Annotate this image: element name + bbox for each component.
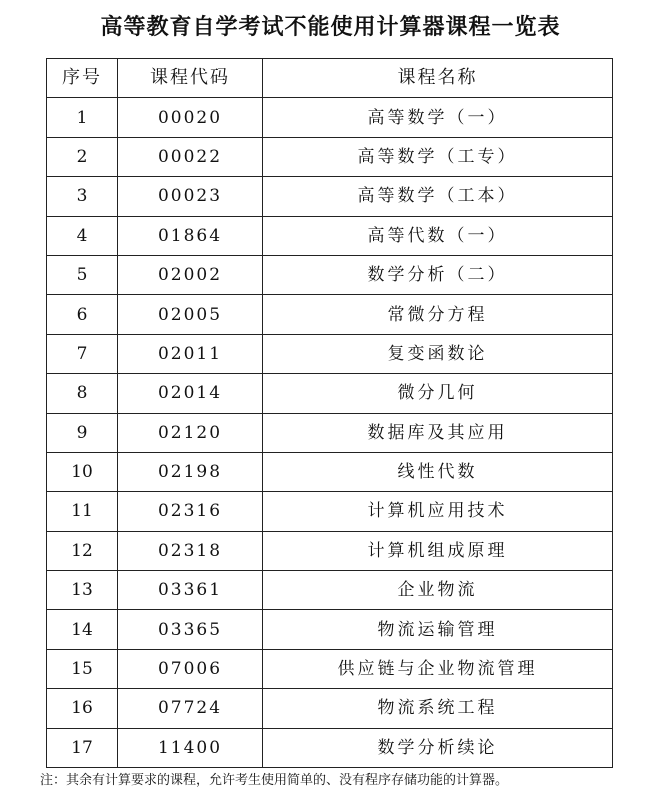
course-table — [46, 58, 613, 768]
table-row — [47, 177, 613, 216]
course-code: 02014 — [118, 374, 263, 413]
table-row — [47, 98, 613, 137]
page-title: 高等教育自学考试不能使用计算器课程一览表 — [100, 15, 561, 40]
course-name: 企业物流 — [263, 571, 613, 610]
course-name: 物流系统工程 — [263, 689, 613, 728]
course-name: 微分几何 — [263, 374, 613, 413]
course-name: 计算机应用技术 — [263, 492, 613, 531]
table-row — [47, 374, 613, 413]
course-code: 02318 — [118, 531, 263, 570]
table-row — [47, 334, 613, 373]
course-code: 03361 — [118, 571, 263, 610]
course-code: 07724 — [118, 689, 263, 728]
row-index: 10 — [47, 452, 118, 491]
course-code: 02120 — [118, 413, 263, 452]
course-code: 03365 — [118, 610, 263, 649]
course-code: 02011 — [118, 334, 263, 373]
row-index: 3 — [47, 177, 118, 216]
row-index: 2 — [47, 137, 118, 176]
row-index: 5 — [47, 255, 118, 294]
course-name: 常微分方程 — [263, 295, 613, 334]
table-row — [47, 649, 613, 688]
course-code: 02316 — [118, 492, 263, 531]
row-index: 17 — [47, 728, 118, 767]
course-name: 数据库及其应用 — [263, 413, 613, 452]
table-row — [47, 137, 613, 176]
table-row — [47, 610, 613, 649]
column-header-index: 序号 — [47, 59, 118, 98]
table-row — [47, 216, 613, 255]
course-code: 11400 — [118, 728, 263, 767]
course-name: 数学分析（二） — [263, 255, 613, 294]
course-name: 数学分析续论 — [263, 728, 613, 767]
course-code: 00020 — [118, 98, 263, 137]
course-code: 01864 — [118, 216, 263, 255]
course-code: 02198 — [118, 452, 263, 491]
footnote: 注：其余有计算要求的课程，允许考生使用简单的、没有程序存储功能的计算器。 — [40, 773, 509, 788]
course-code: 00023 — [118, 177, 263, 216]
row-index: 11 — [47, 492, 118, 531]
column-header-name: 课程名称 — [263, 59, 613, 98]
row-index: 13 — [47, 571, 118, 610]
row-index: 12 — [47, 531, 118, 570]
table-row — [47, 571, 613, 610]
table-row — [47, 531, 613, 570]
row-index: 15 — [47, 649, 118, 688]
course-code: 02002 — [118, 255, 263, 294]
course-name: 物流运输管理 — [263, 610, 613, 649]
row-index: 7 — [47, 334, 118, 373]
column-header-code: 课程代码 — [118, 59, 263, 98]
course-name: 线性代数 — [263, 452, 613, 491]
table-row — [47, 728, 613, 767]
row-index: 6 — [47, 295, 118, 334]
row-index: 14 — [47, 610, 118, 649]
course-name: 复变函数论 — [263, 334, 613, 373]
table-row — [47, 295, 613, 334]
table-row — [47, 255, 613, 294]
course-name: 计算机组成原理 — [263, 531, 613, 570]
table-row — [47, 492, 613, 531]
course-code: 02005 — [118, 295, 263, 334]
table-row — [47, 413, 613, 452]
course-name: 高等代数（一） — [263, 216, 613, 255]
table-row — [47, 452, 613, 491]
course-name: 高等数学（一） — [263, 98, 613, 137]
table-header-row — [47, 59, 613, 98]
course-code: 07006 — [118, 649, 263, 688]
course-code: 00022 — [118, 137, 263, 176]
course-name: 高等数学（工专） — [263, 137, 613, 176]
table-row — [47, 689, 613, 728]
row-index: 16 — [47, 689, 118, 728]
course-name: 供应链与企业物流管理 — [263, 649, 613, 688]
row-index: 1 — [47, 98, 118, 137]
course-name: 高等数学（工本） — [263, 177, 613, 216]
row-index: 9 — [47, 413, 118, 452]
row-index: 4 — [47, 216, 118, 255]
row-index: 8 — [47, 374, 118, 413]
